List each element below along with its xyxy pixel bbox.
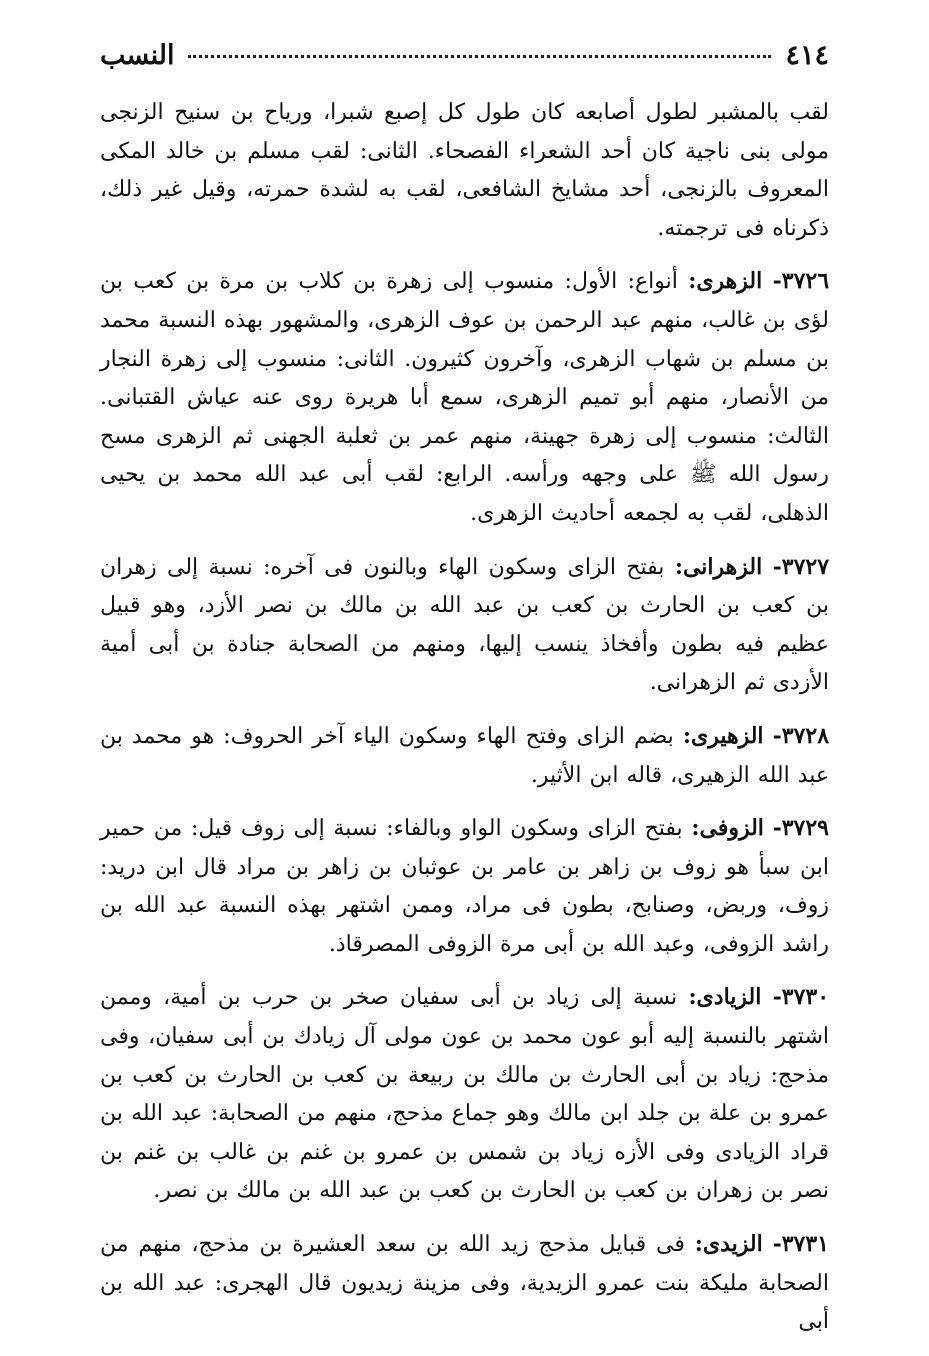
page-header [100, 40, 829, 86]
section-title: النسب [100, 40, 175, 71]
header-dotted-leader [188, 55, 771, 58]
entry-text: فى قبايل مذحج زيد الله بن سعد العشيرة بن مذحج، منهم من الصحابة مليكة بنت عمرو الزيدية، وفى مزينة زيديون قال الهجرى: عبد الله بن أبى [100, 1232, 829, 1335]
paragraph-continued [100, 94, 829, 248]
entry-number: ٣٧٢٩- [772, 815, 829, 842]
entry-3726 [100, 262, 829, 533]
entry-number: ٣٧٢٨- [772, 722, 830, 749]
entry-text: بضم الزاى وفتح الهاء وسكون الياء آخر الحروف: هو محمد بن عبد الله الزهيرى، قاله ابن الأثير. [100, 723, 829, 788]
entry-term: الزوفى: [691, 815, 764, 842]
entry-term: الزهيرى: [682, 722, 764, 749]
entry-number: ٣٧٣١- [772, 1231, 829, 1258]
entry-term: الزهرانى: [674, 553, 763, 580]
entry-number: ٣٧٣٠- [772, 984, 830, 1011]
entry-term: الزيادى: [688, 984, 762, 1011]
entry-number: ٣٧٢٦- [772, 268, 830, 295]
entry-text: بفتح الزاى وسكون الهاء وبالنون فى آخره: نسبة إلى زهران بن كعب بن الحارث بن كعب بن عبد الله بن مالك بن نصر الأزد، وهو قبيل عظيم فيه بطون وأفخاذ ينسب إليها، ومنهم من الصحابة جنادة بن أبى أمية الأزدى ثم الزهرانى. [100, 554, 829, 696]
entry-number: ٣٧٢٧- [772, 553, 830, 580]
entry-3728 [100, 717, 829, 795]
page-number: ٤١٤ [785, 40, 829, 71]
paragraph-text: لقب بالمشبر لطول أصابعه كان طول كل إصبع شبرا، ورياح بن سنيح الزنجى مولى بنى ناجية كان أحد الشعراء الفصحاء. الثانى: لقب مسلم بن خالد المكى المعروف بالزنجى، أحد مشايخ الشافعى، لقب به لشدة حمرته، وقيل غير ذلك، ذكرناه فى ترجمته. [100, 100, 829, 241]
entry-text: بفتح الزاى وسكون الواو وبالفاء: نسبة إلى زوف قيل: من حمير ابن سبأ هو زوف بن زاهر بن عامر بن عوثبان بن زاهر بن مراد قال ابن دريد: زوف، وربض، وصنابح، بطون فى مراد، وممن اشتهر بهذه النسبة عبد الله بن راشد الزوفى، وعبد الله بن أبى مرة الزوفى المصرقاذ. [100, 816, 829, 957]
entry-3731 [100, 1225, 829, 1342]
entry-text: أنواع: الأول: منسوب إلى زهرة بن كلاب بن مرة بن كعب بن لؤى بن غالب، منهم عبد الرحمن بن عوف الزهرى، والمشهور بهذه النسبة محمد بن مسلم بن شهاب الزهرى، وآخرون كثيرون. الثانى: منسوب إلى زهرة النجار من الأنصار، منهم أبو تميم الزهرى، سمع أبا هريرة روى عنه عياش القتبانى. الثالث: منسوب إلى زهرة جهينة، منهم عمر بن ثعلبة الجهنى ثم الزهرى مسح رسول الله ﷺ على وجهه ورأسه. الرابع: لقب أبى عبد الله محمد بن يحيى الذهلى، لقب به لجمعه أحاديث الزهرى. [100, 269, 829, 526]
entry-3727 [100, 548, 829, 703]
entry-term: الزهرى: [688, 268, 763, 295]
page-body [100, 94, 829, 1342]
entry-3729 [100, 809, 829, 964]
entry-term: الزيدى: [694, 1231, 763, 1258]
entry-3730 [100, 978, 829, 1211]
entry-text: نسبة إلى زياد بن أبى سفيان صخر بن حرب بن أمية، وممن اشتهر بالنسبة إليه أبو عون محمد بن عون مولى آل زيادك بن أبى سفيان، وفى مذحج: زياد بن أبى الحارث بن مالك بن ربيعة بن كعب بن الحارث بن كعب بن عمرو بن علة بن جلد ابن مالك وهو جماع مذحج، منهم من الصحابة: عبد الله بن قراد الزيادى وفى الأزه زياد بن شمس بن عمرو بن غنم بن غالب بن غنم بن نصر بن زهران بن كعب بن الحارث بن كعب بن عبد الله بن مالك بن نصر. [100, 985, 830, 1204]
